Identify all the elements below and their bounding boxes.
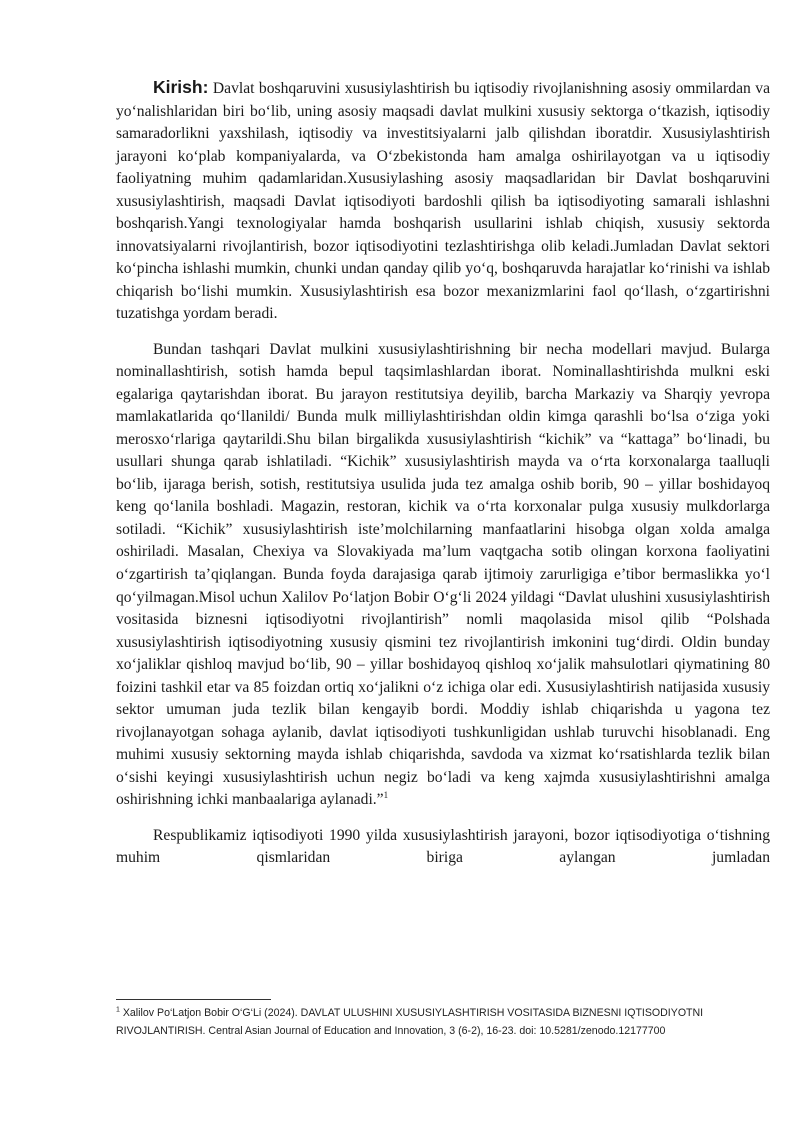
body-text [116,76,770,882]
footnote-reference[interactable]: 1 [383,790,389,801]
paragraph-3-text: Respublikamiz iqtisodiyoti 1990 yilda xususiylashtirish jarayoni, bozor iqtisodiyotiga o‘tishning muhim qismlaridan biriga aylangan jumladan [116,826,770,867]
intro-text: Davlat boshqaruvini xususiylashtirish bu iqtisodiy rivojlanishning asosiy ommilardan va yo‘nalishlaridan biri bo‘lib, uning asosiy maqsadi davlat mulkini xususiy sektorga o‘tkazish, iqtisodiy samaradorlikni yaxshilash, iqtisodiy va investitsiyalarni jalb qilishdan iboratdir. Xususiylashtirish jarayoni ko‘plab kompaniyalarda, va O‘zbekistonda ham amalga oshirilayotgan va u iqtisodiy faoliyatning muhim qadamlaridan.Xususiylashing asosiy maqsadlaridan bir Davlat boshqaruvini xususiylashtirish, maqsadi Davlat iqtisodiyoti bardoshli qilish ba iqtisodiyoting samarali ishlashni boshqarish.Yangi texnologiyalar hamda boshqarish usullarini ishlab chiqish, xususiy sektorda innovatsiyalarni rivojlantirish, bozor iqtisodiyotini tezlashtirishga olib keladi.Jumladan Davlat sektori ko‘pincha ishlashi mumkin, chunki undan qanday qilib yo‘q, boshqaruvda harajatlar ko‘rinishi va ishlab chiqarish bo‘lishi mumkin. Xususiylashtirish esa bozor mexanizmlarini faol qo‘llash, o‘zgartirishni tuzatishga yordam beradi. [116,80,770,323]
body-paragraph-3 [116,825,770,870]
footnote [116,1005,756,1040]
footnote-separator [116,999,271,1000]
intro-paragraph [116,76,770,326]
footnote-mark: 1 [116,1006,120,1014]
body-paragraph-2 [116,339,770,812]
paragraph-2-text: Bundan tashqari Davlat mulkini xususiylashtirishning bir necha modellari mavjud. Bularga nominallashtirish, sotish hamda bepul taqsimlashlardan iborat. Nominallashtirishda mulkni eski egalariga qaytarishdan iborat. Bu jarayon restitutsiya deyilib, barcha Markaziy va Sharqiy yevropa mamlakatlarida qo‘llanildi/ Bunda mulk milliylashtirishdan oldin kimga qarashli bo‘lsa o‘ziga yoki merosxo‘rlariga qaytarildi.Shu bilan birgalikda xususiylashtirish “kichik” va “kattaga” bo‘linadi, bu usullari shunga qarab ishlatiladi. “Kichik” xususiylashtirish mayda va o‘rta korxonalarga taalluqli bo‘lib, ijaraga berish, sotish, restitutsiya usulida juda tez amalga oshib borib, 90 – yillar boshidayoq keng qo‘lanila boshladi. Magazin, restoran, kichik va o‘rta korxonalar pulga xususiy mulkdorlarga sotiladi. “Kichik” xususiylashtirish iste’molchilarning manfaatlarini hisobga olgan xolda amalga oshiriladi. Masalan, Chexiya va Slovakiyada ma’lum vaqtgacha sotib olingan korxona faoliyatini o‘zgartirish ta’qiqlangan. Bunda foyda darajasiga qarab ijtimoiy zarurligiga e’tibor bermaslikka yo‘l qo‘yilmagan.Misol uchun Xalilov Po‘latjon Bobir O‘g‘li 2024 yildagi “Davlat ulushini xususiylashtirish vositasida biznesni iqtisodiyotni rivojlantirish” nomli maqolasida misol qilib “Polshada xususiylashtirish iqtisodiyotning xususiy qismini tez rivojlantirish imkonini tug‘dirdi. Oldin bunday xo‘jaliklar qishloq mavjud bo‘lib, 90 – yillar boshidayoq qishloq xo‘jalik mahsulotlari qiymatining 80 foizini tashkil etar va 85 foizdan ortiq xo‘jalikni o‘z ichiga olar edi. Xususiylashtirish natijasida xususiy sektor umuman juda tezlik bilan kengayib bordi. Moddiy ishlab chiqarishda u yagona tez rivojlanayotgan sohaga aylanib, davlat iqtisodiyoti tushkunligidan ushlab turuvchi hisoblanadi. Eng muhimi xususiy sektorning mayda ishlab chiqarishda, savdoda va xizmat ko‘rsatishlarda tezlik bilan o‘sishi keyingi xususiylashtirish uchun negiz bo‘ladi va keng xajmda xususiylashtirishni amalga oshirishning ichki manbaalariga aylanadi.” [116,340,770,809]
footnote-text: Xalilov Po‘Latjon Bobir O‘G‘Li (2024). DAVLAT ULUSHINI XUSUSIYLASHTIRISH VOSITASIDA BIZNESNI IQTISODIYOTNI RIVOJLANTIRISH. Central Asian Journal of Education and Innovation, 3 (6-2), 16-23. doi: 10.5281/zenodo.12177700 [116,1007,704,1037]
intro-lead: Kirish: [153,77,209,97]
